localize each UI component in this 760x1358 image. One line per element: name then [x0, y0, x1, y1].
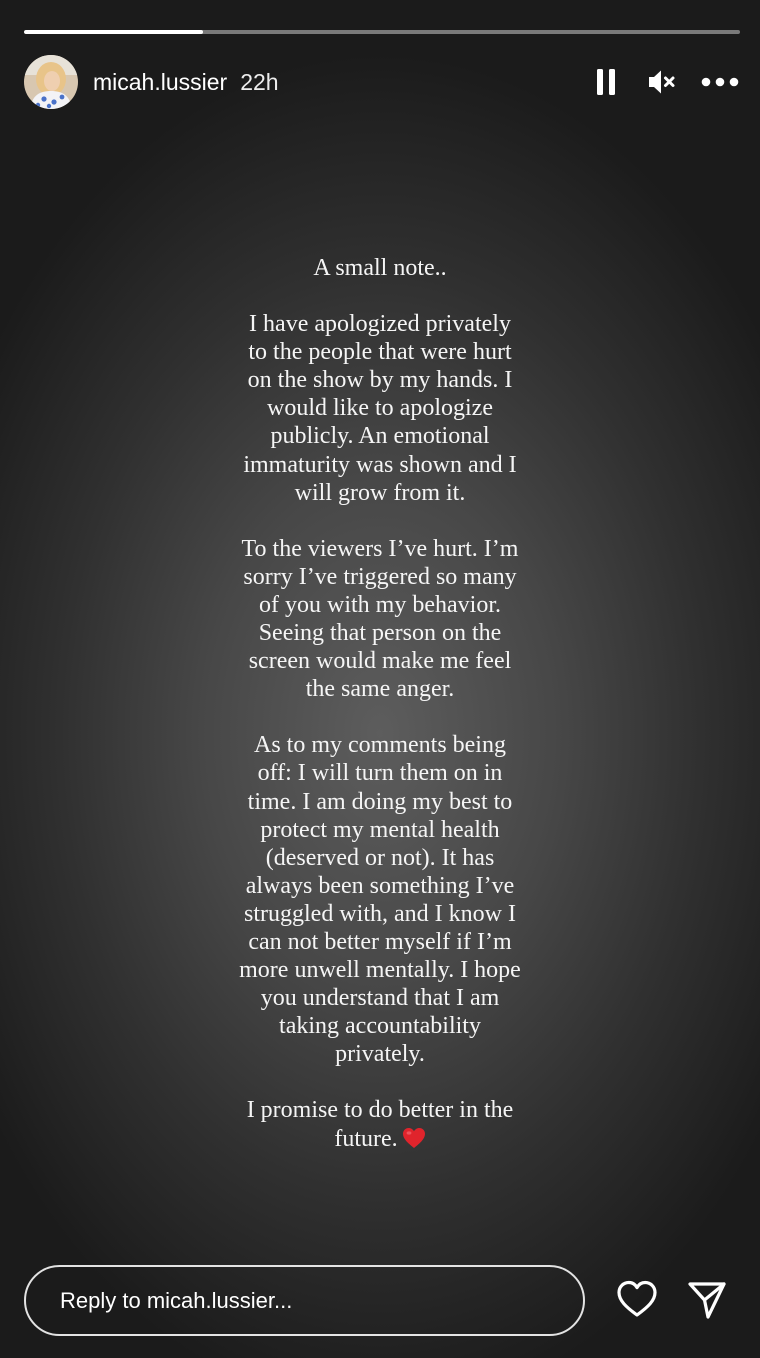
pause-button[interactable] — [592, 66, 620, 98]
note-line: I promise to do better in the — [246, 1097, 514, 1124]
username[interactable]: micah.lussier — [93, 68, 228, 95]
story-header — [24, 54, 736, 110]
profile-photo-icon — [24, 55, 78, 109]
note-paragraph-3 — [130, 731, 630, 1068]
note-line: immaturity was shown and I — [243, 451, 517, 478]
note-line: sorry I’ve triggered so many — [243, 563, 517, 590]
note-line: (deserved or not). It has — [265, 844, 495, 871]
note-closing-line — [130, 1125, 630, 1153]
note-line: on the show by my hands. I — [247, 367, 513, 394]
send-paper-plane-icon — [686, 1279, 728, 1321]
story-progress-fill — [24, 30, 203, 34]
avatar[interactable] — [24, 55, 78, 109]
note-line: Seeing that person on the — [258, 620, 502, 647]
note-line: will grow from it. — [294, 479, 466, 506]
note-paragraph-2 — [130, 535, 630, 704]
note-title: A small note.. — [313, 255, 447, 281]
send-button[interactable] — [686, 1279, 728, 1321]
note-line: I have apologized privately — [249, 311, 511, 338]
note-line: publicly. An emotional — [270, 423, 490, 450]
note-line: taking accountability — [279, 1013, 481, 1040]
reply-input[interactable] — [24, 1265, 585, 1336]
note-line: more unwell mentally. I hope — [239, 957, 521, 984]
note-paragraph-1 — [130, 310, 630, 507]
post-time: 22h — [240, 68, 279, 95]
note-line: the same anger. — [305, 676, 455, 703]
note-line: To the viewers I’ve hurt. I’m — [241, 535, 519, 562]
note-line: can not better myself if I’m — [248, 928, 512, 955]
note-line: you understand that I am — [260, 985, 500, 1012]
note-line: As to my comments being — [254, 732, 506, 759]
note-line: privately. — [335, 1041, 425, 1068]
note-line: screen would make me feel — [248, 648, 512, 675]
note-line: time. I am doing my best to — [247, 788, 513, 815]
story-note-text — [130, 254, 630, 1181]
muted-speaker-icon — [647, 68, 677, 96]
note-line: to the people that were hurt — [248, 339, 512, 366]
note-line: protect my mental health — [260, 816, 500, 843]
story-progress-bar — [24, 30, 740, 34]
note-line: off: I will turn them on in — [257, 760, 503, 787]
like-button[interactable] — [616, 1279, 658, 1319]
mute-button[interactable] — [646, 66, 678, 98]
note-line: of you with my behavior. — [259, 591, 501, 618]
pause-icon — [595, 68, 617, 96]
note-line: always been something I’ve — [245, 872, 515, 899]
note-line: struggled with, and I know I — [244, 900, 516, 927]
reply-placeholder: Reply to micah.lussier... — [60, 1287, 293, 1313]
note-line-text: future. — [334, 1125, 398, 1152]
note-line: would like to apologize — [267, 395, 493, 422]
more-options-button[interactable] — [700, 66, 740, 98]
more-horizontal-icon — [701, 77, 739, 87]
heart-outline-icon — [616, 1279, 658, 1319]
red-heart-emoji-icon — [402, 1127, 426, 1149]
note-closing-paragraph — [130, 1096, 630, 1152]
note-title-paragraph — [130, 254, 630, 282]
